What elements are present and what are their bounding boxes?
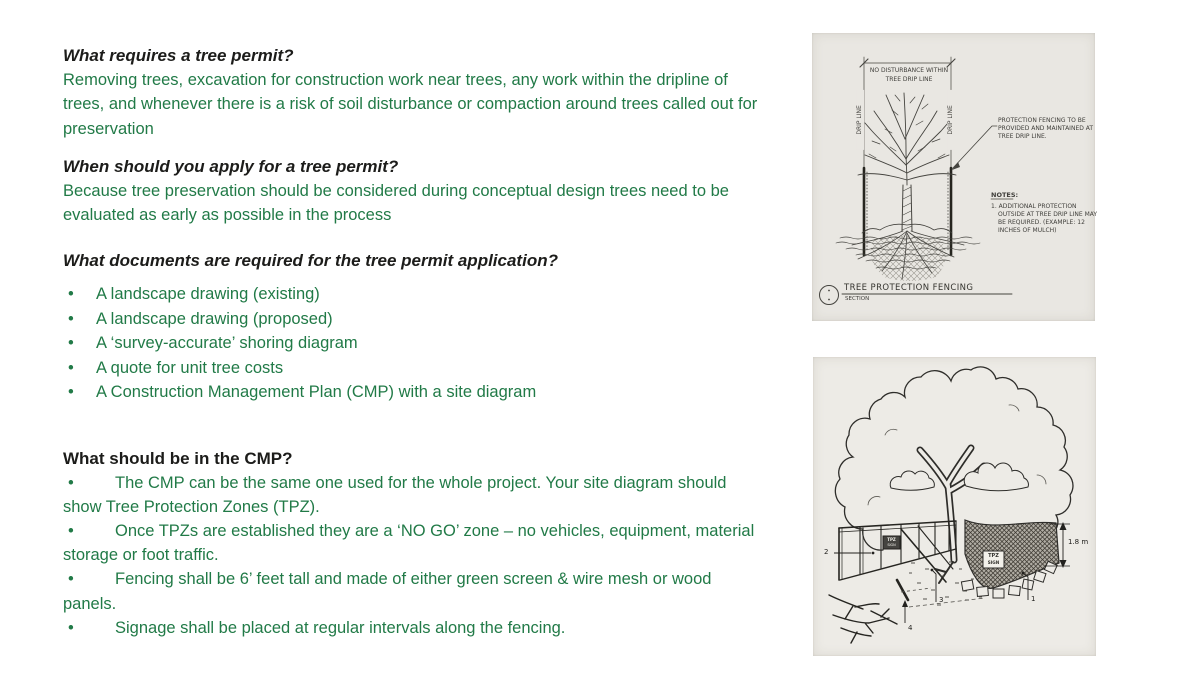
notes-heading: NOTES: [991,191,1019,199]
drip-line-label-right: DRIP LINE [947,90,955,150]
tree-drip-line-dimension-label: TREE DRIP LINE [885,76,933,83]
list-item [63,471,765,519]
drip-line-label-left: DRIP LINE [856,90,864,150]
figure-title: TREE PROTECTION FENCING [844,283,974,293]
callout-label-2: 2 [824,548,829,556]
answer-paragraph-1: Removing trees, excavation for construction work near trees, any work within the dripline of trees, and whenever there is a risk of soil disturbance or compaction around trees called out for preservation [63,71,758,138]
list-item-text: Signage shall be placed at regular intervals along the fencing. [115,618,566,637]
tree-protection-section-figure [812,33,1098,321]
bullet-glyph: • [68,618,74,637]
bullet-glyph: • [68,358,74,377]
callout-label-4: 4 [908,624,913,632]
list-item-text: A Construction Management Plan (CMP) with a site diagram [96,383,537,402]
list-item-text: A quote for unit tree costs [96,358,284,377]
list-item-text: Fencing shall be 6’ feet tall and made of either green screen & wire mesh or wood panels. [63,570,712,613]
slide-text-column [63,44,765,640]
list-item [63,307,765,331]
list-item [63,616,765,640]
tpz-sign-right-line2: SIGN [987,560,1000,565]
list-item [63,380,765,404]
answer-paragraph-2: Because tree preservation should be considered during conceptual design trees need to be evaluated as early as possible in the process [63,181,729,225]
question-heading-3: What documents are required for the tree permit application? [63,251,558,271]
cmp-requirements-list [63,471,765,640]
document-requirements-list [63,282,765,404]
bullet-glyph: • [68,473,74,492]
tpz-sign-right-line1: TPZ [988,553,999,559]
protection-fencing-callout: PROTECTION FENCING TO BE PROVIDED AND MAINTAINED AT TREE DRIP LINE. [998,117,1094,140]
tpz-fencing-illustration-figure [813,357,1096,656]
tpz-sign-left-line1: TPZ [887,537,896,542]
bullet-glyph: • [68,570,74,589]
note-1-text: 1. ADDITIONAL PROTECTION OUTSIDE AT TREE DRIP LINE MAY BE REQUIRED. (EXAMPLE: 12 INCHES OF MULCH) [991,203,1098,234]
list-item-text: A landscape drawing (proposed) [96,309,333,328]
list-item-text: A landscape drawing (existing) [96,285,320,304]
list-item [63,519,765,567]
question-heading-2: When should you apply for a tree permit? [63,156,399,176]
callout-label-3: 3 [939,596,944,604]
question-heading-1: What requires a tree permit? [63,46,294,65]
list-item-text: The CMP can be the same one used for the whole project. Your site diagram should show Tree Protection Zones (TPZ). [63,473,727,516]
question-heading-4: What should be in the CMP? [63,448,293,468]
figure-subtitle: SECTION [845,296,870,302]
list-item [63,331,765,355]
list-item [63,282,765,306]
tpz-illustration-lineart [813,357,1096,656]
bullet-glyph: • [68,285,74,304]
list-item-text: A ‘survey-accurate’ shoring diagram [96,334,358,353]
bullet-glyph: • [68,309,74,328]
list-item [63,567,765,615]
height-dimension-label: 1.8 m [1068,538,1089,546]
bullet-glyph: • [68,383,74,402]
bullet-glyph: • [68,521,74,540]
bullet-glyph: • [68,334,74,353]
no-disturbance-dimension-label: NO DISTURBANCE WITHIN [869,67,949,74]
list-item [63,356,765,380]
callout-label-1: 1 [1031,595,1036,603]
list-item-text: Once TPZs are established they are a ‘NO GO’ zone – no vehicles, equipment, material storage or foot traffic. [63,521,755,565]
tpz-sign-left-line2: SIGN [887,543,896,547]
